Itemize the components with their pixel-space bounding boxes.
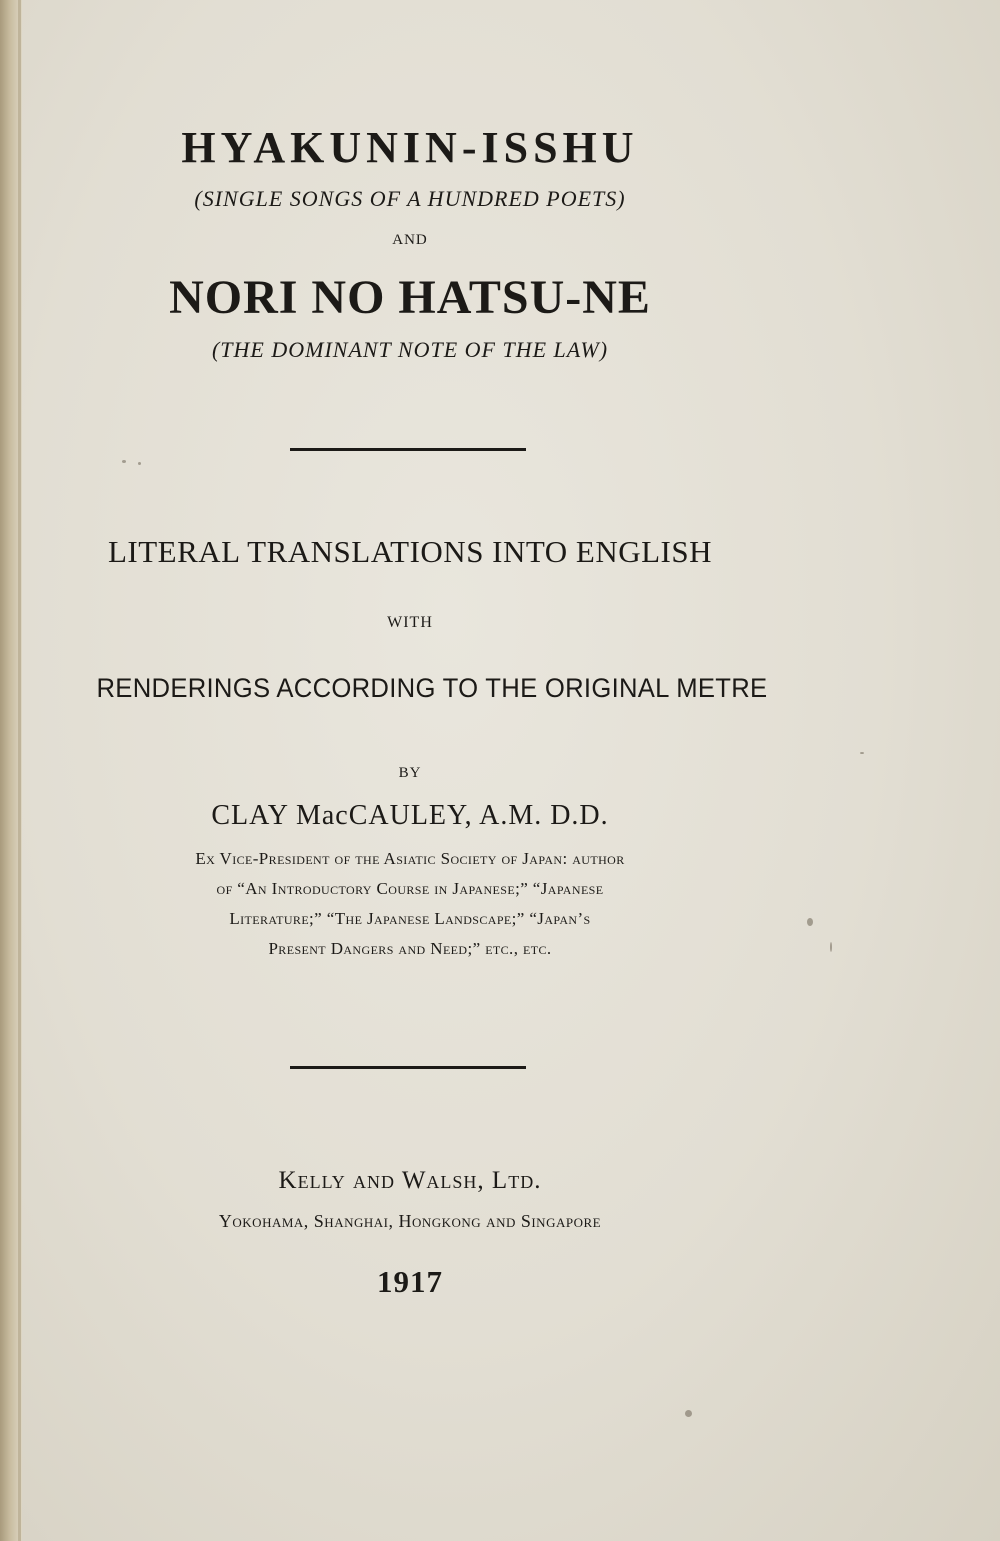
main-title: HYAKUNIN-ISSHU: [181, 123, 639, 172]
second-title: NORI NO HATSU-NE: [169, 271, 651, 324]
paper-speck: [122, 460, 126, 463]
publisher-name: Kelly and Walsh, Ltd.: [278, 1167, 542, 1194]
author-credential-line: Present Dangers and Need;” etc., etc.: [268, 939, 552, 958]
divider-rule: [290, 448, 526, 451]
conjunction-text: AND: [392, 232, 428, 248]
paper-speck: [860, 752, 864, 754]
author-credential-line: Literature;” “The Japanese Landscape;” “Japan’s: [229, 909, 591, 928]
author-credential-line: of “An Introductory Course in Japanese;” “Japanese: [216, 879, 604, 898]
with-text: WITH: [387, 614, 433, 631]
divider-rule: [290, 1066, 526, 1069]
publisher-cities: Yokohama, Shanghai, Hongkong and Singapore: [218, 1211, 602, 1231]
author-credential-line: Ex Vice-President of the Asiatic Society of Japan: author: [195, 849, 625, 868]
second-subtitle: (THE DOMINANT NOTE OF THE LAW): [211, 337, 609, 362]
paper-speck: [807, 918, 813, 926]
publication-year: 1917: [377, 1264, 443, 1299]
main-subtitle: (SINGLE SONGS OF A HUNDRED POETS): [194, 186, 626, 211]
paper-speck: [830, 942, 832, 952]
description-line: LITERAL TRANSLATIONS INTO ENGLISH: [107, 534, 713, 569]
paper-speck: [138, 462, 141, 465]
paper-speck: [685, 1410, 692, 1417]
by-text: BY: [398, 765, 422, 781]
renderings-line: RENDERINGS ACCORDING TO THE ORIGINAL METRE: [96, 673, 768, 703]
author-name: CLAY MacCAULEY, A.M. D.D.: [211, 800, 609, 831]
page-edge: [18, 0, 21, 1541]
